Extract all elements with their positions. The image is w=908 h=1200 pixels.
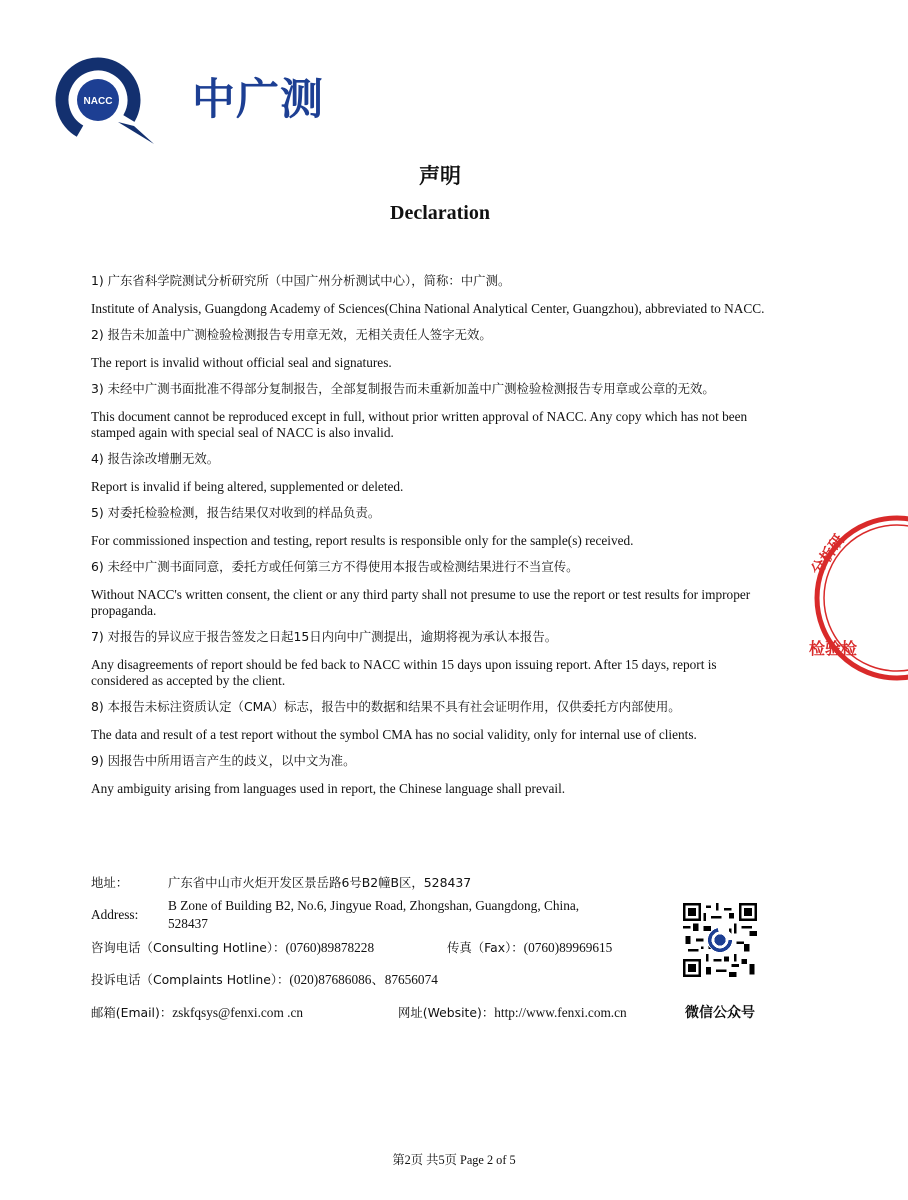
- clause-7: [91, 628, 774, 689]
- clause-cn: 9) 因报告中所用语言产生的歧义，以中文为准。: [91, 753, 356, 768]
- clause-cn: 6) 未经中广测书面同意，委托方或任何第三方不得使用本报告或检测结果进行不当宣传。: [91, 559, 579, 574]
- clause-1: [91, 272, 774, 317]
- svg-text:分析研: 分析研: [807, 531, 849, 579]
- nacc-logo-mark: [42, 52, 162, 148]
- consulting-hotline-value: (0760)89878228: [285, 940, 375, 955]
- title-english: Declaration: [390, 202, 490, 224]
- address-cn-label: 地址：: [91, 875, 129, 890]
- clause-en: Institute of Analysis, Guangdong Academy of Sciences(China National Analytical Center, Guangzhou), abbreviated to NACC.: [91, 301, 765, 316]
- complaints-hotline-label: 投诉电话（Complaints Hotline）：: [91, 972, 290, 987]
- address-en-label: Address:: [91, 907, 139, 922]
- address-en-line1: B Zone of Building B2, No.6, Jingyue Road, Zhongshan, Guangdong, China,: [168, 898, 580, 913]
- clause-5: [91, 504, 774, 549]
- complaints-hotline-value: (020)87686086、87656074: [289, 972, 438, 987]
- clause-2: [91, 326, 774, 371]
- email-value: zskfqsys@fenxi.com .cn: [172, 1005, 303, 1020]
- fax-label: 传真（Fax）：: [447, 940, 524, 955]
- clause-8: [91, 698, 774, 743]
- complaints-hotline: [91, 971, 438, 988]
- clause-cn: 7) 对报告的异议应于报告签发之日起15日内向中广测提出，逾期将视为承认本报告。: [91, 629, 558, 644]
- clause-6: [91, 558, 774, 619]
- fax: [447, 939, 612, 956]
- consulting-hotline: [91, 939, 374, 956]
- clause-cn: 5) 对委托检验检测，报告结果仅对收到的样品负责。: [91, 505, 381, 520]
- page-number: 第2页 共5页 Page 2 of 5: [392, 1153, 516, 1167]
- wechat-qr-code: [683, 903, 757, 977]
- email: [91, 1004, 303, 1021]
- clause-en: The data and result of a test report without the symbol CMA has no social validity, only for internal use of clients.: [91, 727, 697, 742]
- fax-value: (0760)89969615: [523, 940, 613, 955]
- logo-name: 中广测: [192, 75, 324, 125]
- clause-en: The report is invalid without official seal and signatures.: [91, 355, 392, 370]
- svg-text:检验检: 检验检: [809, 639, 858, 658]
- clause-en: Any ambiguity arising from languages used in report, the Chinese language shall prevail.: [91, 781, 566, 796]
- clause-cn: 4) 报告涂改增删无效。: [91, 451, 220, 466]
- clause-4: [91, 450, 774, 495]
- title-chinese: 声明: [419, 164, 461, 188]
- address-cn: 广东省中山市火炬开发区景岳路6号B2幢B区，528437: [168, 875, 472, 890]
- clause-en: Any disagreements of report should be fed back to NACC within 15 days upon issuing report. After 15 days, report is considered as accepted by the client.: [91, 657, 717, 688]
- nacc-logo: [42, 52, 324, 148]
- clause-9: [91, 752, 774, 797]
- clause-en: Without NACC's written consent, the client or any third party shall not presume to use the report or test results for improper propaganda.: [91, 587, 751, 618]
- logo-badge-text: NACC: [83, 96, 113, 107]
- website-link[interactable]: http://www.fenxi.com.cn: [494, 1005, 627, 1020]
- consulting-hotline-label: 咨询电话（Consulting Hotline）：: [91, 940, 286, 955]
- official-seal-stamp: [805, 514, 858, 682]
- website-label: 网址(Website)：: [398, 1005, 495, 1020]
- clause-en: Report is invalid if being altered, supplemented or deleted.: [91, 479, 404, 494]
- email-label: 邮箱(Email)：: [91, 1005, 173, 1020]
- clause-3: [91, 380, 774, 441]
- declaration-clauses: [91, 272, 774, 806]
- clause-cn: 1) 广东省科学院测试分析研究所（中国广州分析测试中心），简称：中广测。: [91, 273, 511, 288]
- qr-caption: 微信公众号: [685, 1005, 755, 1021]
- clause-cn: 3) 未经中广测书面批准不得部分复制报告，全部复制报告而未重新加盖中广测检验检测报告专用章或公章的无效。: [91, 381, 715, 396]
- clause-cn: 2) 报告未加盖中广测检验检测报告专用章无效，无相关责任人签字无效。: [91, 327, 492, 342]
- website: [398, 1004, 627, 1021]
- clause-en: This document cannot be reproduced except in full, without prior written approval of NACC. Any copy which has not been stamped again with special seal of NACC is also invalid.: [91, 409, 748, 440]
- address-en-line2: 528437: [168, 916, 208, 931]
- clause-en: For commissioned inspection and testing, report results is responsible only for the sample(s) received.: [91, 533, 634, 548]
- clause-cn: 8) 本报告未标注资质认定（CMA）标志，报告中的数据和结果不具有社会证明作用，仅供委托方内部使用。: [91, 699, 681, 714]
